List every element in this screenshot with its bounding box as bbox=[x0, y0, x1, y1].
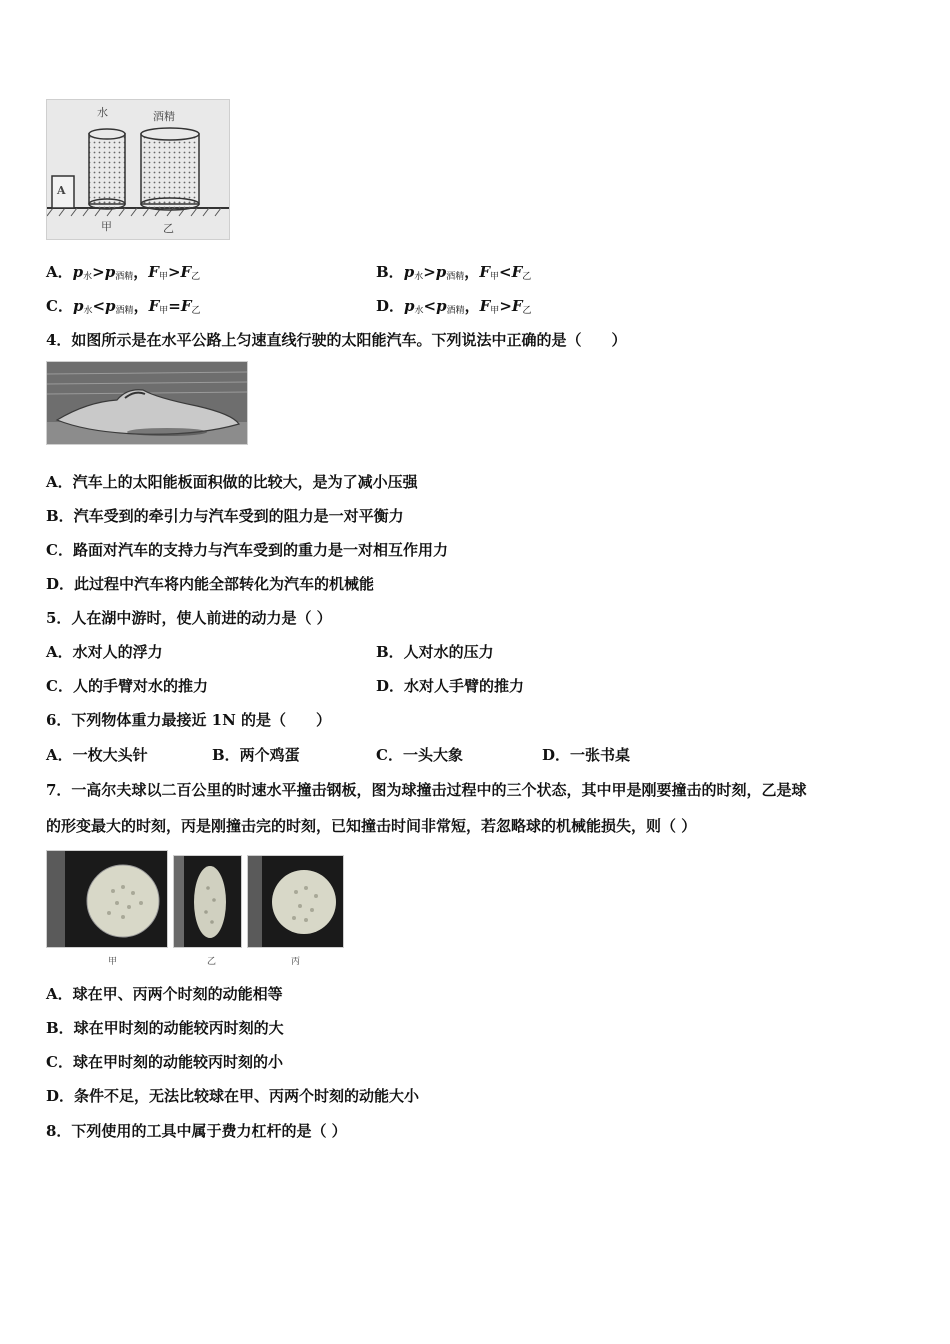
q7-option-b: B．球在甲时刻的动能较丙时刻的大 bbox=[46, 1019, 284, 1037]
q3-option-d: D．$p_水<p_{酒精}$，$F_甲>F_乙$ bbox=[376, 297, 532, 316]
jia-label: 甲 bbox=[101, 220, 112, 233]
golf-ball-yi-drawing bbox=[174, 856, 241, 947]
golf-ball-photo-yi bbox=[173, 855, 242, 948]
q6-option-c: C．一头大象 bbox=[376, 746, 463, 764]
solar-car-photo bbox=[46, 361, 248, 445]
q3-option-c: C．$p_水<p_{酒精}$，$F_甲=F_乙$ bbox=[46, 297, 201, 316]
golf-ball-jia-drawing bbox=[47, 851, 167, 947]
q4-option-c: C．路面对汽车的支持力与汽车受到的重力是一对相互作用力 bbox=[46, 541, 448, 559]
q4-option-b: B．汽车受到的牵引力与汽车受到的阻力是一对平衡力 bbox=[46, 507, 404, 525]
q6-option-b: B．两个鸡蛋 bbox=[212, 746, 300, 764]
q6-option-a: A．一枚大头针 bbox=[46, 746, 148, 764]
q6-stem: 6．下列物体重力最接近 1N 的是（ ） bbox=[46, 711, 332, 729]
q7-stem-line2: 的形变最大的时刻，丙是刚撞击完的时刻，已知撞击时间非常短，若忽略球的机械能损失，则（ ） bbox=[46, 817, 697, 835]
q5-option-c: C．人的手臂对水的推力 bbox=[46, 677, 208, 695]
block-a-label: A bbox=[57, 184, 66, 197]
caption-yi: 乙 bbox=[207, 957, 217, 967]
q3-cylinders-figure bbox=[46, 99, 230, 240]
q7-option-d: D．条件不足，无法比较球在甲、丙两个时刻的动能大小 bbox=[46, 1087, 420, 1105]
yi-label: 乙 bbox=[163, 222, 174, 235]
q5-option-a: A．水对人的浮力 bbox=[46, 643, 163, 661]
q3-option-a: A．$p_水>p_{酒精}$，$F_甲>F_乙$ bbox=[46, 263, 201, 282]
q4-option-a: A．汽车上的太阳能板面积做的比较大，是为了减小压强 bbox=[46, 473, 418, 491]
golf-ball-photo-jia bbox=[46, 850, 168, 948]
q3-option-b: B．$p_水>p_{酒精}$，$F_甲<F_乙$ bbox=[376, 263, 532, 282]
solar-car-drawing bbox=[47, 362, 247, 444]
q4-stem: 4．如图所示是在水平公路上匀速直线行驶的太阳能汽车。下列说法中正确的是（ ） bbox=[46, 331, 627, 349]
alcohol-label: 酒精 bbox=[153, 110, 175, 123]
q8-stem: 8．下列使用的工具中属于费力杠杆的是（ ） bbox=[46, 1122, 347, 1140]
caption-bing: 丙 bbox=[291, 957, 301, 967]
q6-option-d: D．一张书桌 bbox=[542, 746, 631, 764]
caption-jia: 甲 bbox=[108, 957, 118, 967]
q4-option-d: D．此过程中汽车将内能全部转化为汽车的机械能 bbox=[46, 575, 375, 593]
golf-ball-photo-bing bbox=[247, 855, 344, 948]
q5-option-b: B．人对水的压力 bbox=[376, 643, 494, 661]
water-label: 水 bbox=[97, 106, 108, 119]
q7-option-a: A．球在甲、丙两个时刻的动能相等 bbox=[46, 985, 283, 1003]
q7-stem-line1: 7．一高尔夫球以二百公里的时速水平撞击钢板，图为球撞击过程中的三个状态，其中甲是刚要撞击的时刻，乙是球 bbox=[46, 781, 807, 799]
q3-cylinders-drawing bbox=[47, 100, 229, 239]
q7-option-c: C．球在甲时刻的动能较丙时刻的小 bbox=[46, 1053, 283, 1071]
q5-option-d: D．水对人手臂的推力 bbox=[376, 677, 525, 695]
golf-ball-bing-drawing bbox=[248, 856, 343, 947]
q5-stem: 5．人在湖中游时，使人前进的动力是（ ） bbox=[46, 609, 332, 627]
